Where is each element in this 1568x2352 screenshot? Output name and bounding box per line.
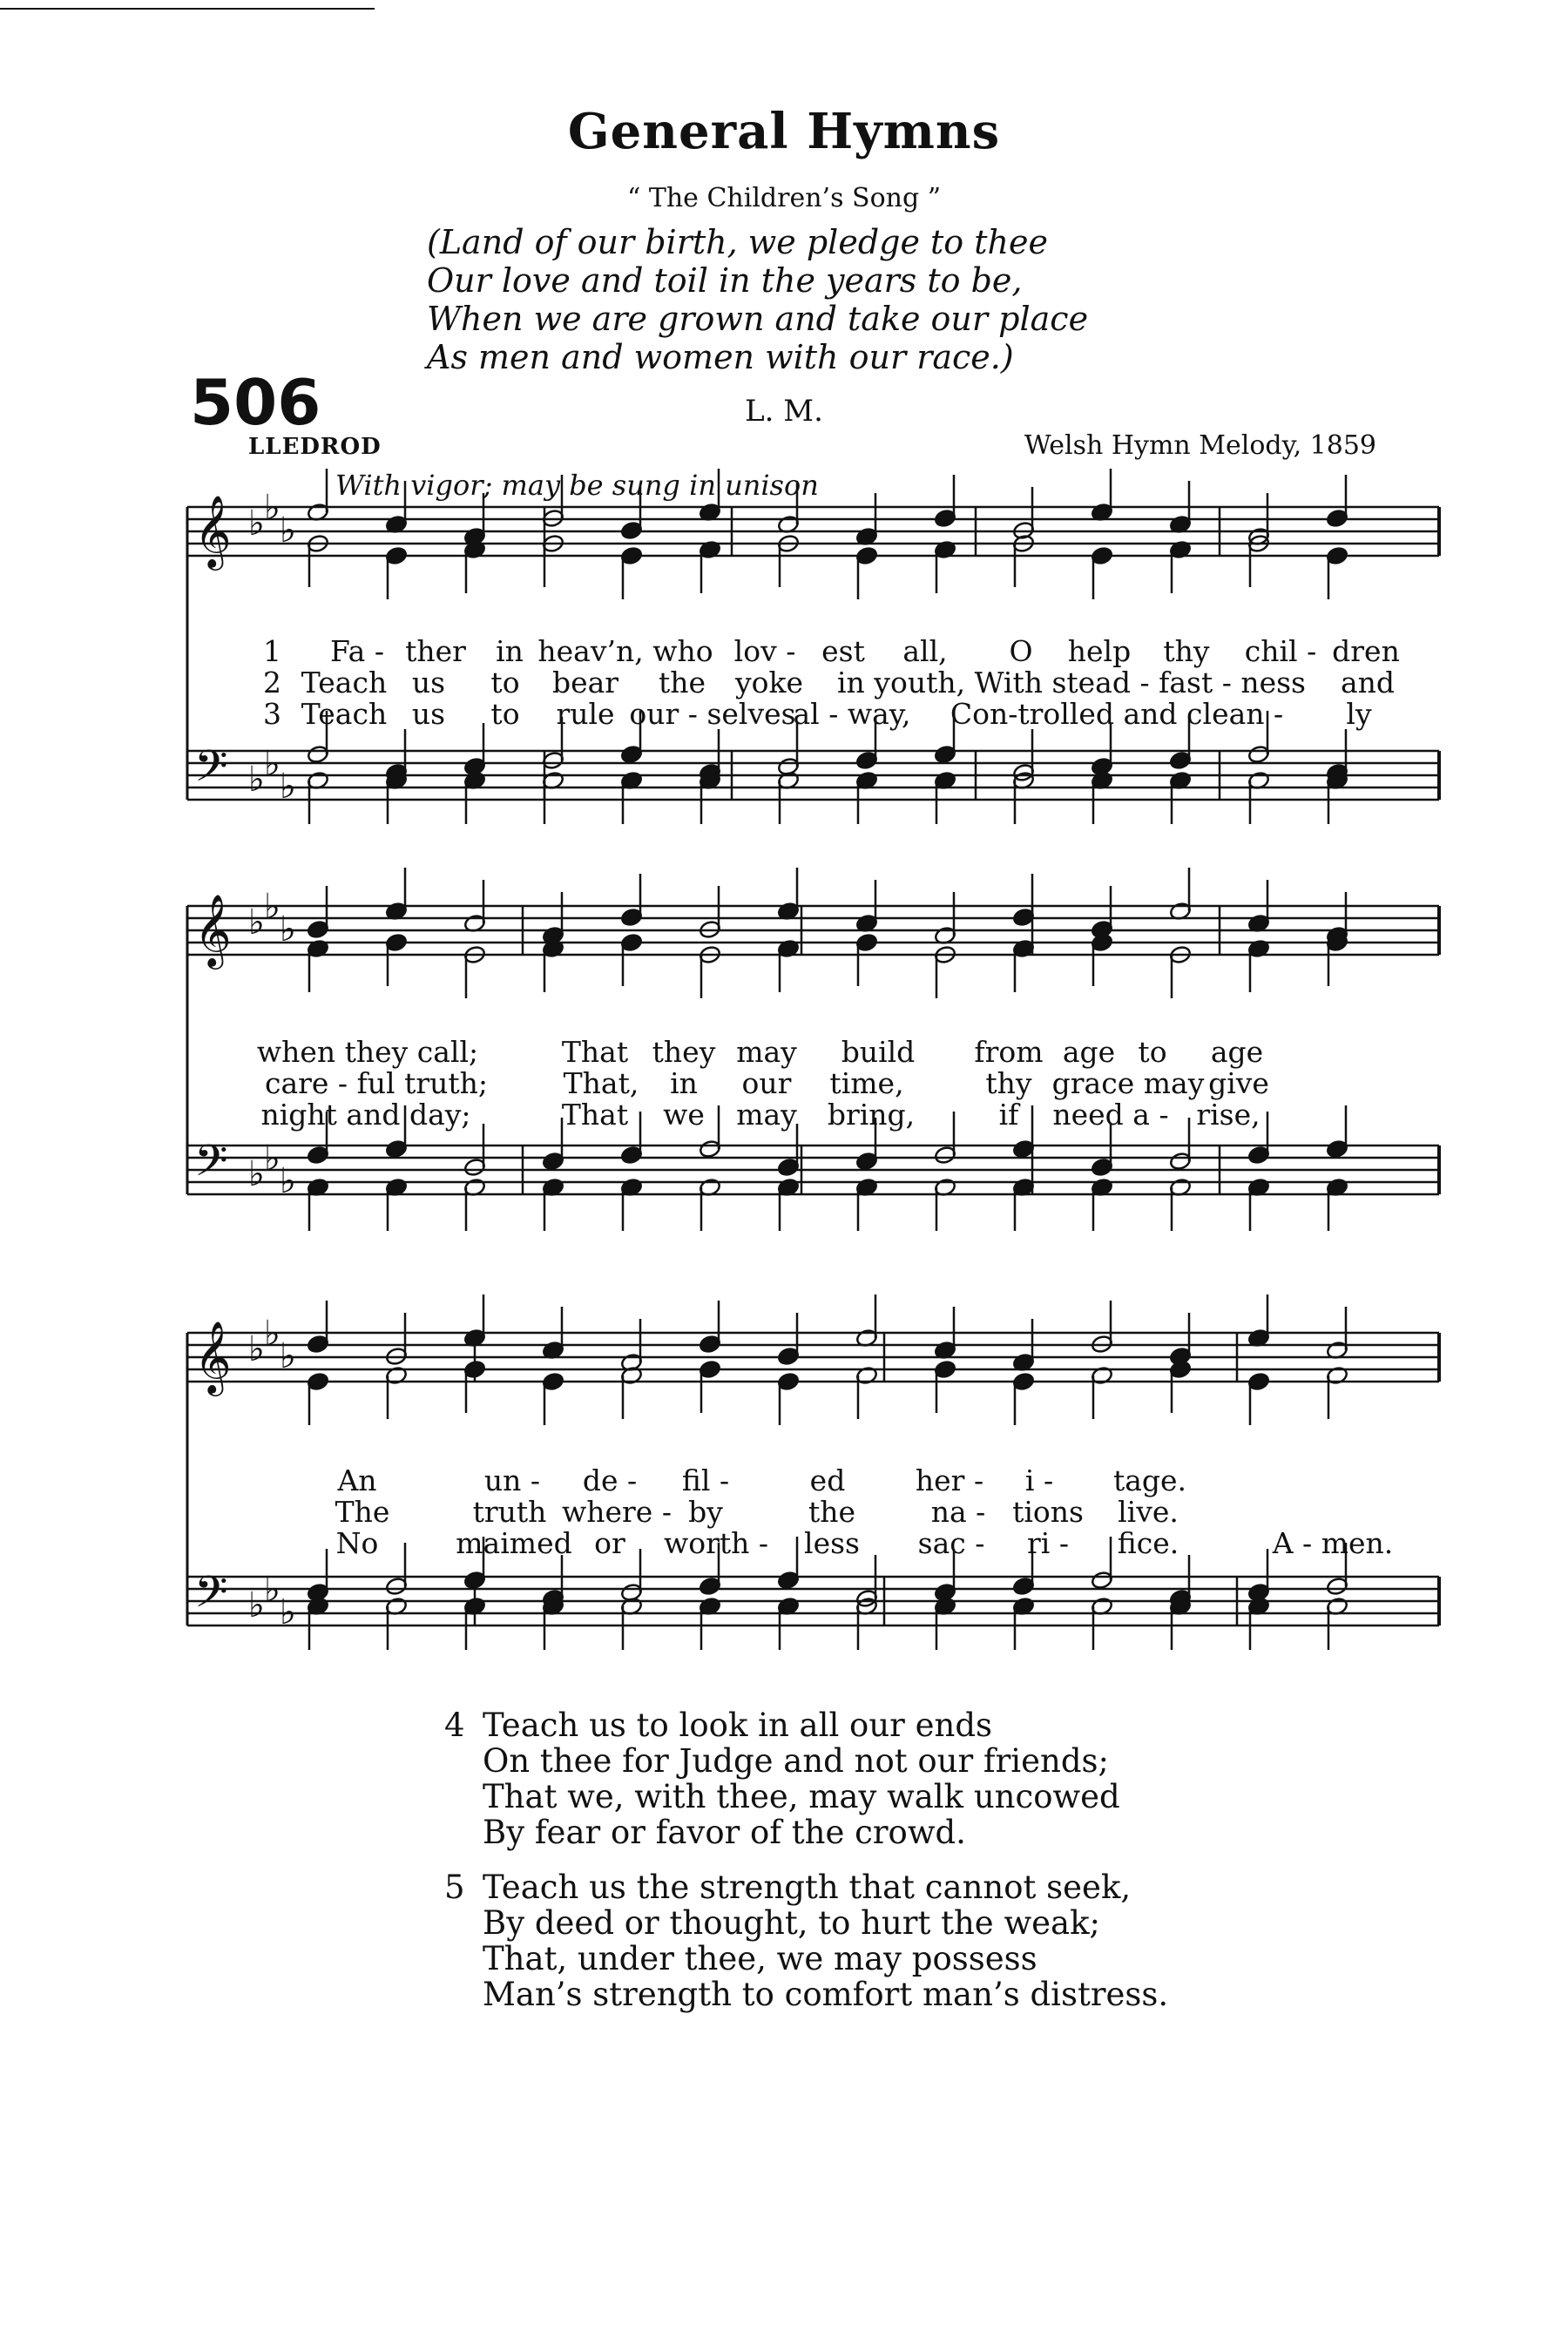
lyric-line-verse-3: [0, 697, 1568, 732]
stanza-line: That, under thee, we may possess: [483, 1940, 1037, 1977]
lyric-syllable: if: [998, 1098, 1019, 1132]
lyric-syllable: ther: [405, 634, 466, 668]
stanza-line: Teach us the strength that cannot seek,: [483, 1869, 1132, 1906]
lyric-syllable: yoke: [734, 666, 804, 700]
flat-icon: ♭: [248, 504, 265, 544]
lyric-line-verse-2: [0, 1495, 1568, 1530]
amen-lyric: A - men.: [1272, 1526, 1394, 1560]
lyric-syllable: That: [561, 1098, 629, 1132]
lyric-syllable: maimed: [456, 1526, 572, 1560]
lyric-syllable: truth: [472, 1495, 547, 1529]
stanza-line: By deed or thought, to hurt the weak;: [483, 1904, 1100, 1942]
lyric-line-verse-1: [0, 1463, 1568, 1498]
lyric-syllable: ed: [809, 1463, 846, 1497]
lyric-syllable: worth -: [663, 1526, 769, 1560]
flat-icon: ♭: [248, 760, 265, 800]
lyric-syllable: the: [808, 1495, 856, 1529]
stanza-5: [444, 1869, 1168, 2012]
lyric-syllable: Fa -: [330, 634, 384, 668]
flat-icon: ♭: [264, 1570, 280, 1610]
bass-clef-icon: 𝄢: [194, 741, 228, 802]
lyric-syllable: No: [335, 1526, 379, 1560]
lyric-syllable: dren: [1332, 634, 1400, 668]
lyric-syllable: lov -: [733, 634, 796, 668]
lyric-syllable: Con-trolled and clean -: [950, 697, 1284, 731]
lyric-syllable: our - selves: [629, 697, 796, 731]
flat-icon: ♭: [280, 510, 296, 551]
composer-credit: Welsh Hymn Melody, 1859: [1024, 430, 1376, 461]
lyric-syllable: na -: [930, 1495, 986, 1529]
stanza-number: 5: [444, 1869, 465, 1906]
lyric-syllable: us: [411, 666, 446, 700]
treble-clef-icon: 𝄞: [194, 1320, 232, 1393]
lyric-syllable: age: [1062, 1035, 1116, 1069]
dedication-line: (Land of our birth, we pledge to thee: [427, 223, 1048, 261]
lyric-syllable: less: [804, 1526, 860, 1560]
lyric-syllable: thy: [1163, 634, 1210, 668]
lyric-syllable: de -: [582, 1463, 638, 1497]
flat-icon: ♭: [280, 909, 296, 950]
lyric-syllable: bear: [551, 666, 619, 700]
lyric-syllable: help: [1067, 634, 1132, 668]
flat-icon: ♭: [280, 767, 296, 807]
lyric-syllable: That,: [563, 1066, 639, 1100]
lyric-syllable: fice.: [1117, 1526, 1179, 1560]
flat-icon: ♭: [280, 1161, 296, 1201]
lyric-syllable: night and day;: [260, 1098, 471, 1132]
lyric-syllable: time,: [829, 1066, 904, 1100]
lyric-syllable: may: [736, 1035, 797, 1069]
flat-icon: ♭: [280, 1336, 296, 1376]
lyric-syllable: bring,: [827, 1098, 916, 1132]
flat-icon: ♭: [248, 902, 265, 943]
lyric-syllable: to: [490, 697, 520, 731]
lyric-syllable: tage.: [1112, 1463, 1187, 1497]
hymn-number: 506: [190, 366, 321, 439]
dedication-line: As men and women with our race.): [427, 338, 1014, 376]
tune-name: LLEDROD: [248, 434, 382, 460]
lyric-line-verse-1: [0, 1035, 1568, 1070]
lyric-syllable: build: [841, 1035, 916, 1069]
verse-number: 2: [263, 666, 281, 700]
lyric-syllable: to: [490, 666, 520, 700]
lyric-syllable: all,: [902, 634, 948, 668]
lyric-syllable: tions: [1012, 1495, 1084, 1529]
lyric-syllable: O: [1009, 634, 1033, 668]
lyric-syllable: to: [1138, 1035, 1167, 1069]
lyric-syllable: in: [496, 634, 524, 668]
lyric-syllable: grace may: [1051, 1066, 1205, 1100]
lyric-line-verse-2: [0, 1066, 1568, 1101]
lyric-syllable: her -: [915, 1463, 984, 1497]
lyric-syllable: al - way,: [793, 697, 911, 731]
lyric-syllable: us: [411, 697, 446, 731]
bass-clef-icon: 𝄢: [194, 1136, 228, 1197]
flat-icon: ♭: [264, 1314, 280, 1354]
lyric-syllable: when they call;: [256, 1035, 479, 1069]
lyric-syllable: in: [670, 1066, 698, 1100]
treble-clef-icon: 𝄞: [194, 893, 232, 966]
page-title: General Hymns: [567, 103, 1001, 160]
lyric-syllable: in youth, With stead - fast - ness: [837, 666, 1306, 700]
lyric-line-verse-3: [0, 1098, 1568, 1132]
lyric-syllable: need a -: [1052, 1098, 1169, 1132]
lyric-line-verse-2: [0, 666, 1568, 700]
lyric-syllable: rule: [556, 697, 615, 731]
stanza-line: Teach us to look in all our ends: [483, 1707, 992, 1744]
lyric-syllable: thy: [985, 1066, 1032, 1100]
hymn-subtitle: “ The Children’s Song ”: [626, 183, 942, 213]
lyric-syllable: or: [594, 1526, 625, 1560]
lyric-line-verse-3: [0, 1526, 1568, 1561]
lyric-syllable: may: [736, 1098, 797, 1132]
stanza-number: 4: [444, 1707, 465, 1744]
lyric-syllable: the: [658, 666, 706, 700]
stanza-4: [444, 1707, 1120, 1850]
lyric-syllable: from: [974, 1035, 1044, 1069]
lyric-syllable: heav’n, who: [537, 634, 713, 668]
lyric-syllable: The: [335, 1495, 390, 1529]
lyric-syllable: we: [663, 1098, 705, 1132]
flat-icon: ♭: [248, 1329, 265, 1369]
lyric-syllable: and: [1340, 666, 1396, 700]
lyric-syllable: live.: [1118, 1495, 1179, 1529]
dedication-line: Our love and toil in the years to be,: [427, 261, 1023, 300]
lyric-syllable: care - ful truth;: [264, 1066, 489, 1100]
lyric-syllable: give: [1208, 1066, 1269, 1100]
treble-clef-icon: 𝄞: [194, 494, 232, 567]
lyric-syllable: Teach: [301, 666, 388, 700]
stanza-line: Man’s strength to comfort man’s distress.: [483, 1976, 1169, 2013]
lyric-syllable: fil -: [681, 1463, 730, 1497]
lyric-syllable: Teach: [301, 697, 388, 731]
flat-icon: ♭: [264, 1139, 280, 1179]
lyric-syllable: sac -: [917, 1526, 985, 1560]
lyric-syllable: That: [561, 1035, 629, 1069]
lyric-syllable: est: [821, 634, 865, 668]
lyric-syllable: where -: [562, 1495, 672, 1529]
flat-icon: ♭: [264, 744, 280, 784]
lyric-syllable: they: [652, 1035, 716, 1069]
lyric-syllable: rise,: [1196, 1098, 1260, 1132]
flat-icon: ♭: [264, 488, 280, 528]
flat-icon: ♭: [280, 1592, 296, 1632]
lyric-line-verse-1: [0, 634, 1568, 669]
lyric-syllable: chil -: [1244, 634, 1317, 668]
lyric-syllable: i -: [1024, 1463, 1054, 1497]
lyric-syllable: age: [1210, 1035, 1264, 1069]
stanza-line: By fear or favor of the crowd.: [483, 1814, 966, 1851]
lyric-syllable: un -: [483, 1463, 541, 1497]
lyric-syllable: ri -: [1027, 1526, 1069, 1560]
verse-number: 3: [263, 697, 281, 731]
lyric-syllable: our: [741, 1066, 792, 1100]
flat-icon: ♭: [264, 887, 280, 927]
stanza-line: On thee for Judge and not our friends;: [483, 1742, 1109, 1780]
verse-number: 1: [263, 634, 281, 668]
bass-clef-icon: 𝄢: [194, 1567, 228, 1628]
stanza-line: That we, with thee, may walk uncowed: [483, 1778, 1120, 1815]
lyric-syllable: An: [337, 1463, 377, 1497]
flat-icon: ♭: [248, 1585, 265, 1625]
lyric-syllable: ly: [1346, 697, 1372, 731]
flat-icon: ♭: [248, 1154, 265, 1194]
lyric-syllable: by: [688, 1495, 723, 1529]
dedication-line: When we are grown and take our place: [427, 300, 1089, 338]
meter-label: L. M.: [745, 394, 823, 429]
tempo-marking: With vigor; may be sung in unison: [335, 469, 819, 502]
